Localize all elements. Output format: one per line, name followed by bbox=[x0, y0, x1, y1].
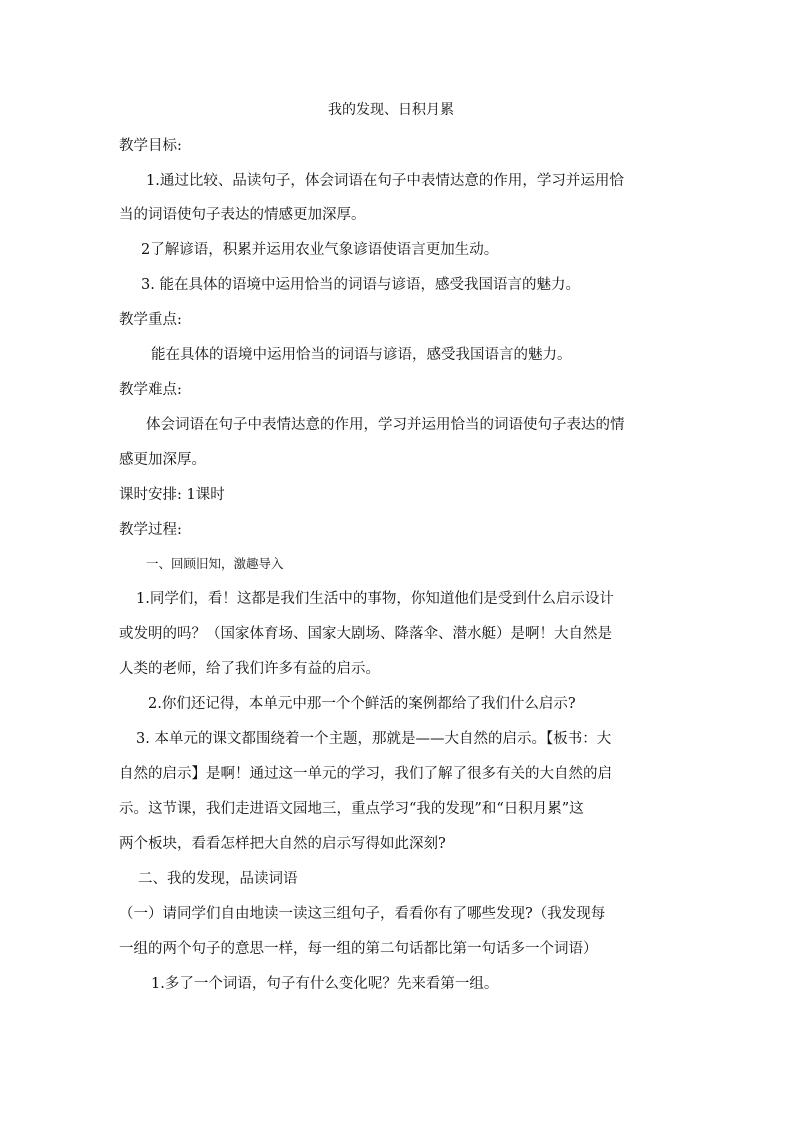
paragraph-line: 3. 本单元的课文都围绕着一个主题，那就是——大自然的启示。【板书：大 bbox=[136, 731, 612, 747]
paragraph-line: 1.通过比较、品读句子，体会词语在句子中表情达意的作用，学习并运用恰 bbox=[146, 173, 624, 189]
paragraph-line: 能在具体的语境中运用恰当的词语与谚语，感受我国语言的魅力。 bbox=[151, 347, 572, 363]
paragraph-line: 或发明的吗？（国家体育场、国家大剧场、降落伞、潜水艇）是啊！大自然是 bbox=[119, 626, 612, 642]
paragraph-line: 自然的启示】是啊！通过这一单元的学习，我们了解了很多有关的大自然的启 bbox=[119, 766, 612, 782]
paragraph-line: 一组的两个句子的意思一样，每一组的第二句话都比第一句话多一个词语） bbox=[119, 941, 598, 957]
document-title: 我的发现、日积月累 bbox=[328, 102, 454, 118]
paragraph-line: 2.你们还记得，本单元中那一个个鲜活的案例都给了我们什么启示? bbox=[148, 696, 576, 712]
heading-difficulties: 教学难点: bbox=[119, 382, 182, 398]
paragraph-line: 示。这节课，我们走进语文园地三，重点学习“我的发现”和“日积月累”这 bbox=[119, 801, 584, 817]
paragraph-line: 3. 能在具体的语境中运用恰当的词语与谚语，感受我国语言的魅力。 bbox=[141, 277, 580, 293]
section-heading: 二、我的发现，品读词语 bbox=[138, 871, 298, 887]
heading-process: 教学过程: bbox=[119, 522, 182, 538]
paragraph-line: 1.多了一个词语，句子有什么变化呢？先来看第一组。 bbox=[151, 976, 499, 992]
section-heading: 一、回顾旧知，激趣导入 bbox=[146, 556, 284, 571]
paragraph-line: 1.同学们，看！这都是我们生活中的事物，你知道他们是受到什么启示设计 bbox=[136, 591, 614, 607]
heading-schedule: 课时安排: 1课时 bbox=[119, 487, 225, 503]
paragraph-line: 当的词语使句子表达的情感更加深厚。 bbox=[119, 207, 366, 223]
paragraph-line: （一）请同学们自由地读一读这三组句子，看看你有了哪些发现?（我发现每 bbox=[119, 906, 606, 922]
paragraph-line: 两个板块，看看怎样把大自然的启示写得如此深刻? bbox=[119, 836, 446, 852]
paragraph-line: 体会词语在句子中表情达意的作用，学习并运用恰当的词语使句子表达的情 bbox=[146, 417, 625, 433]
paragraph-line: 2了解谚语，积累并运用农业气象谚语使语言更加生动。 bbox=[141, 242, 499, 258]
heading-objectives: 教学目标: bbox=[119, 138, 182, 154]
heading-key-points: 教学重点: bbox=[119, 312, 182, 328]
paragraph-line: 感更加深厚。 bbox=[119, 452, 206, 468]
paragraph-line: 人类的老师，给了我们许多有益的启示。 bbox=[119, 661, 380, 677]
